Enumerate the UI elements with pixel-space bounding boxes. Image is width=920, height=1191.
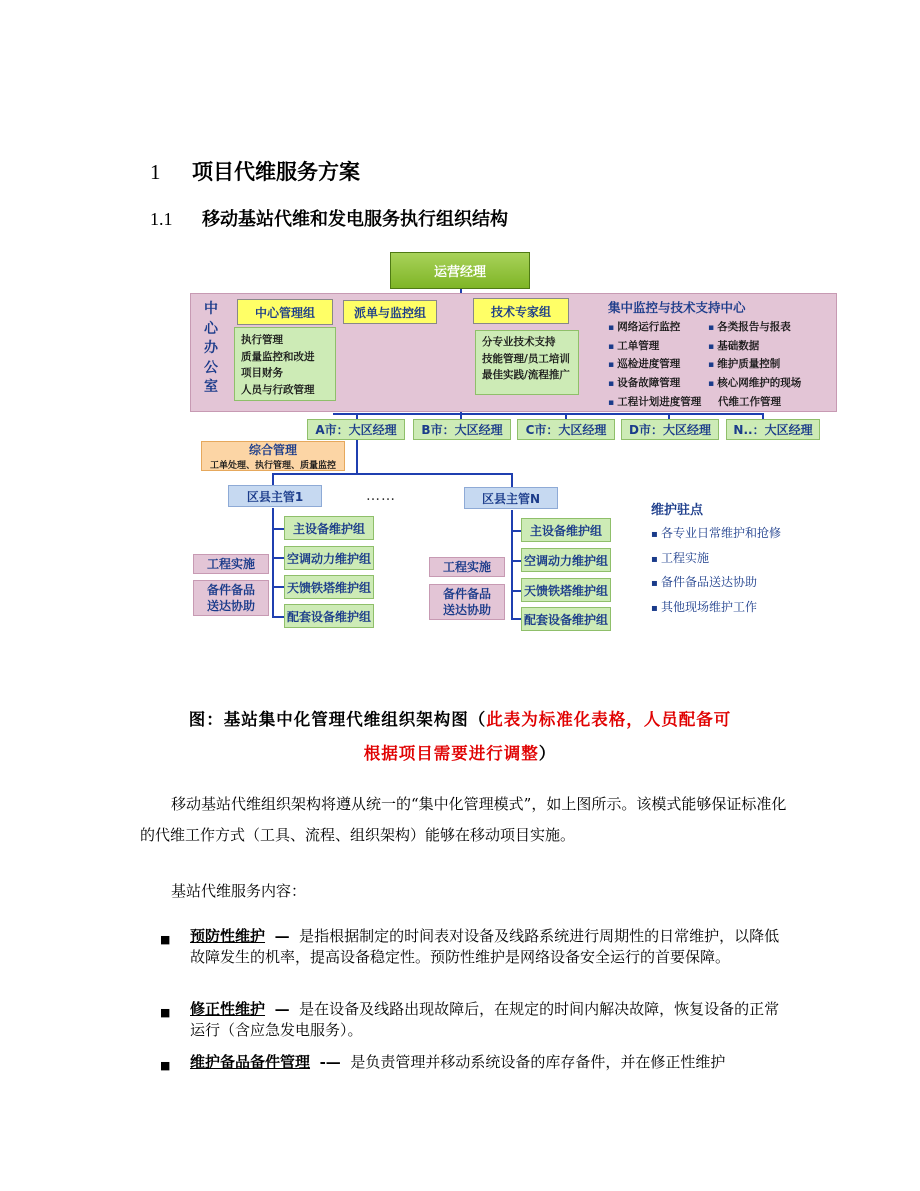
dispatch-monitor-group: 派单与监控组 [343,300,437,324]
bullet-corrective: ■ 修正性维护 — 是在设备及线路出现故障后，在规定的时间内解决故障，恢复设备的正常运行（含应急发电服务）。 [160,1000,780,1039]
figure-caption-line-2: 根据项目需要进行调整） [363,744,557,763]
monitor-center-title: 集中监控与技术支持中心 [608,300,746,315]
paragraph-service-heading: 基站代维服务内容： [171,882,307,900]
city-c-manager: C市：大区经理 [517,419,615,440]
engineering-box-n: 工程实施 [429,557,505,577]
city-a-manager: A市：大区经理 [307,419,405,440]
bullet-preventive: ■ 预防性维护 — 是指根据制定的时间表对设备及线路系统进行周期性的日常维护，以降低故障发生的机率，提高设备稳定性。预防性维护是网络设备安全运行的首要保障。 [160,927,780,966]
team-main-equipment-1: 主设备维护组 [284,516,374,540]
monitor-center-list-2: ▪ 各类报告与报表 ▪ 基础数据 ▪ 维护质量控制 ▪ 核心网维护的现场 代维工作管理 [708,319,801,413]
center-management-group-title: 中心管理组 [237,299,333,325]
spare-parts-box-1: 备件备品 送达协助 [193,580,269,616]
team-antenna-tower-1: 天馈铁塔维护组 [284,575,374,599]
team-antenna-tower-n: 天馈铁塔维护组 [521,578,611,602]
ellipsis: …… [366,488,396,504]
tech-expert-group-title: 技术专家组 [473,298,569,324]
team-aircon-power-1: 空调动力维护组 [284,546,374,570]
operations-manager-box: 运营经理 [390,252,530,289]
team-aircon-power-n: 空调动力维护组 [521,548,611,572]
monitor-center-list-1: ▪ 网络运行监控 ▪ 工单管理 ▪ 巡检进度管理 ▪ 设备故障管理 ▪ 工程计划进度管理 [608,319,701,413]
bullet-spare-parts: ■ 维护备品备件管理 -— 是负责管理并移动系统设备的库存备件，并在修正性维护 [160,1053,726,1072]
team-main-equipment-n: 主设备维护组 [521,518,611,542]
county-supervisor-1: 区县主管1 [228,485,322,507]
paragraph-intro: 移动基站代维组织架构将遵从统一的“集中化管理模式”，如上图所示。该模式能够保证标准化的代维工作方式（工具、流程、组织架构）能够在移动项目实施。 [140,795,787,844]
center-office-label: 中 心 办 公 室 [204,301,218,395]
county-supervisor-n: 区县主管N [464,487,558,509]
team-support-equipment-n: 配套设备维护组 [521,607,611,631]
team-support-equipment-1: 配套设备维护组 [284,604,374,628]
section-heading-1: 1 项目代维服务方案 [150,160,360,184]
city-b-manager: B市：大区经理 [413,419,511,440]
tech-expert-group-items: 分专业技术支持 技能管理/员工培训 最佳实践/流程推广 [475,330,579,395]
general-management-box: 综合管理 工单处理、执行管理、质量监控 [201,441,345,471]
section-heading-1-1: 1.1 移动基站代维和发电服务执行组织结构 [150,209,508,230]
city-n-manager: N..：大区经理 [726,419,820,440]
spare-parts-box-n: 备件备品 送达协助 [429,584,505,620]
engineering-box-1: 工程实施 [193,554,269,574]
city-d-manager: D市：大区经理 [621,419,719,440]
center-management-group-items: 执行管理 质量监控和改进 项目财务 人员与行政管理 [234,327,336,401]
figure-caption: 图：基站集中化管理代维组织架构图（此表为标准化表格，人员配备可 [188,710,732,729]
maintenance-station-list: ▪ 各专业日常维护和抢修 ▪ 工程实施 ▪ 备件备品送达协助 ▪ 其他现场维护工作 [651,522,781,620]
maintenance-station-title: 维护驻点 [651,503,704,518]
